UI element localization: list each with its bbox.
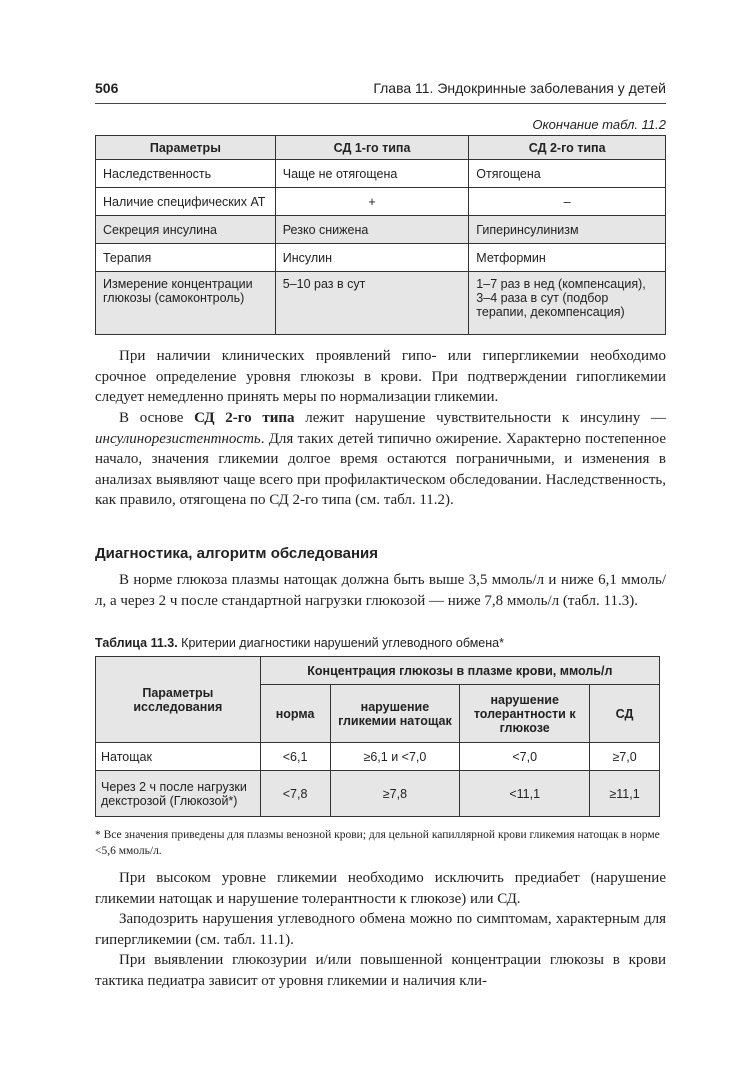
table-cell: 1–7 раз в нед (компенсация), 3–4 раза в сут (подбор терапии, декомпенсация) xyxy=(469,272,666,335)
table-header-cell: СД 1-го типа xyxy=(275,136,469,160)
page-number: 506 xyxy=(95,80,119,96)
table-cell: 5–10 раз в сут xyxy=(275,272,469,335)
table-caption-number: Таблица 11.3. xyxy=(95,636,178,650)
table-header-cell: СД 2-го типа xyxy=(469,136,666,160)
table-subheader-cell: нарушение толерантности к глюкозе xyxy=(460,685,590,743)
chapter-title: Глава 11. Эндокринные заболевания у детей xyxy=(373,80,666,96)
paragraph xyxy=(95,909,666,950)
table-cell: – xyxy=(469,188,666,216)
table-cell: <7,8 xyxy=(260,771,330,817)
paragraph xyxy=(95,570,666,611)
table-caption-text: Критерии диагностики нарушений углеводного обмена* xyxy=(177,636,504,650)
table-cell: + xyxy=(275,188,469,216)
section-heading: Диагностика, алгоритм обследования xyxy=(95,545,379,562)
paragraph-text: Заподозрить нарушения углеводного обмена можно по симптомам, характерным для гипергликемии (см. табл. 11.1). xyxy=(95,911,666,948)
paragraph xyxy=(95,346,666,408)
table-cell: Отягощена xyxy=(469,160,666,188)
table-header-cell: Параметры исследования xyxy=(96,657,261,743)
paragraph-text: В норме глюкоза плазмы натощак должна быть выше 3,5 ммоль/л и ниже 6,1 ммоль/л, а через 2 ч после стандартной нагрузки глюкозой — ниже 7,8 ммоль/л (табл. 11.3). xyxy=(95,572,666,609)
table-cell: Терапия xyxy=(96,244,276,272)
italic-term: инсулинорезистентность xyxy=(95,430,261,447)
table-subheader-cell: норма xyxy=(260,685,330,743)
table-cell: Измерение концентрации глюкозы (самоконтроль) xyxy=(96,272,276,335)
table-footnote: * Все значения приведены для плазмы венозной крови; для цельной капиллярной крови гликемия натощак в норме <5,6 ммоль/л. xyxy=(95,829,660,857)
table-cell: Натощак xyxy=(96,743,261,771)
glucose-criteria-table xyxy=(95,656,660,817)
table-header-group: Концентрация глюкозы в плазме крови, ммоль/л xyxy=(260,657,659,685)
table-row xyxy=(96,272,666,335)
table-cell: <11,1 xyxy=(460,771,590,817)
table-cell: Резко снижена xyxy=(275,216,469,244)
table-cell: Чаще не отягощена xyxy=(275,160,469,188)
paragraph-text: При высоком уровне гликемии необходимо исключить предиабет (нарушение гликемии натощак и нарушение толерантности к глюкозе) или СД. xyxy=(95,870,666,907)
table-cell: ≥7,8 xyxy=(330,771,460,817)
diabetes-comparison-table xyxy=(95,135,666,335)
table-continuation-caption: Окончание табл. 11.2 xyxy=(532,117,666,132)
table-cell: <7,0 xyxy=(460,743,590,771)
table-cell: Секреция инсулина xyxy=(96,216,276,244)
header-divider xyxy=(95,103,666,104)
table-row xyxy=(96,743,660,771)
paragraph xyxy=(95,408,666,511)
paragraph-text: В основе xyxy=(119,410,195,426)
table-cell: Через 2 ч после нагрузки декстрозой (Глюкозой*) xyxy=(96,771,261,817)
paragraph-text: лежит нарушение чувствительности к инсулину — xyxy=(294,410,666,426)
running-header xyxy=(95,80,666,104)
table-subheader-cell: СД xyxy=(590,685,660,743)
table-caption xyxy=(95,636,504,650)
table-cell: ≥6,1 и <7,0 xyxy=(330,743,460,771)
table-row xyxy=(96,188,666,216)
paragraph-text: При наличии клинических проявлений гипо- или гипергликемии необходимо срочное определение уровня глюкозы в крови. При подтверждении гипогликемии следует немедленно принять меры по нормализации гликемии. xyxy=(95,348,666,405)
table-cell: Инсулин xyxy=(275,244,469,272)
table-cell: Гиперинсулинизм xyxy=(469,216,666,244)
paragraph-text: . Для таких детей типично ожирение. Характерно постепенное начало, значения гликемии долгое время остаются пограничными, и изменения в анализах выявляют чаще всего при профилактическом обследовании. Наследственность, как правило, отягощена по СД 2-го типа (см. табл. 11.2). xyxy=(95,430,666,508)
paragraph xyxy=(95,950,666,991)
table-row xyxy=(96,216,666,244)
table-row xyxy=(96,244,666,272)
table-row xyxy=(96,160,666,188)
table-row xyxy=(96,771,660,817)
paragraph-text: При выявлении глюкозурии и/или повышенной концентрации глюкозы в крови тактика педиатра зависит от уровня гликемии и наличия кли- xyxy=(95,952,666,989)
table-cell: Наличие специфических АТ xyxy=(96,188,276,216)
table-header-cell: Параметры xyxy=(96,136,276,160)
table-cell: Метформин xyxy=(469,244,666,272)
bold-term: СД 2-го типа xyxy=(194,410,295,426)
table-subheader-cell: нарушение гликемии натощак xyxy=(330,685,460,743)
table-cell: Наследственность xyxy=(96,160,276,188)
table-cell: <6,1 xyxy=(260,743,330,771)
paragraph xyxy=(95,868,666,909)
table-cell: ≥7,0 xyxy=(590,743,660,771)
table-cell: ≥11,1 xyxy=(590,771,660,817)
